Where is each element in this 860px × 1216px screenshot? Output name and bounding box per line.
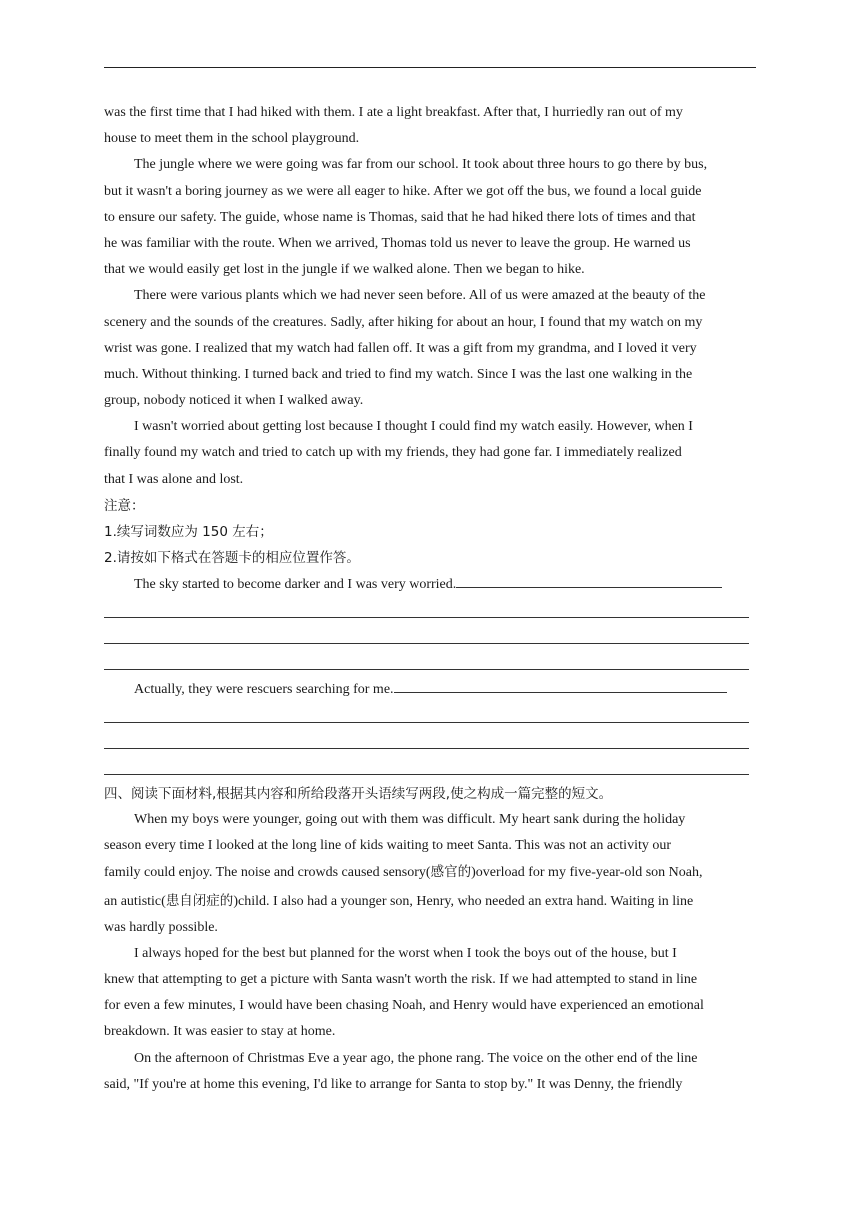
notes-item-2: 2.请按如下格式在答题卡的相应位置作答。 (104, 550, 360, 567)
answer-blank-line[interactable] (104, 702, 756, 728)
text-line: that I was alone and lost. (104, 471, 244, 487)
text-line: There were various plants which we had never seen before. All of us were amazed at the beauty of the (134, 288, 706, 304)
text-line: group, nobody noticed it when I walked away. (104, 393, 364, 409)
chinese-gloss: 患自闭症的 (165, 892, 234, 909)
header-rule (104, 67, 756, 68)
text-line: was the first time that I had hiked with them. I ate a light breakfast. After that, I hurriedly ran out of my (104, 105, 683, 120)
text-line: house to meet them in the school playground. (104, 131, 360, 147)
text-line (104, 886, 756, 915)
text-segment: )child. I also had a younger son, Henry, who needed an extra hand. Waiting in line (233, 893, 694, 909)
text-line: said, "If you're at home this evening, I'd like to arrange for Santa to stop by." It was Denny, the friendly (104, 1076, 683, 1092)
answer-para2-start-text: Actually, they were rescuers searching for me. (134, 682, 394, 698)
answer-para2-start (104, 676, 756, 702)
text-line (104, 859, 756, 885)
notes-item-1: 1.续写词数应为 150 左右； (104, 524, 273, 540)
text-line: he was familiar with the route. When we arrived, Thomas told us never to leave the group. He warned us (104, 235, 691, 251)
text-line: On the afternoon of Christmas Eve a year ago, the phone rang. The voice on the other end of the line (134, 1050, 698, 1066)
text-line: When my boys were younger, going out with them was difficult. My heart sank during the holiday (134, 812, 686, 828)
section-4-instruction: 四、阅读下面材料,根据其内容和所给段落开头语续写两段,使之构成一篇完整的短文。 (104, 785, 613, 802)
answer-blank-line[interactable] (104, 624, 756, 650)
answer-blank-line[interactable] (104, 755, 756, 781)
text-segment: )overload for my five-year-old son Noah, (471, 865, 703, 881)
text-line: but it wasn't a boring journey as we were all eager to hike. After we got off the bus, we found a local guide (104, 183, 702, 199)
text-line: to ensure our safety. The guide, whose name is Thomas, said that he had hiked there lots of times and that (104, 209, 696, 225)
answer-blank-line[interactable] (104, 650, 756, 676)
text-line: was hardly possible. (104, 919, 218, 935)
text-line: knew that attempting to get a picture with Santa wasn't worth the risk. If we had attempted to stand in line (104, 972, 698, 987)
text-line: for even a few minutes, I would have been chasing Noah, and Henry would have experienced an emotional (104, 998, 704, 1014)
text-segment: an autistic( (104, 893, 166, 909)
text-line: scenery and the sounds of the creatures. Sadly, after hiking for about an hour, I found that my watch on my (104, 314, 703, 330)
answer-blank[interactable] (456, 571, 722, 588)
answer-blank-line[interactable] (104, 729, 756, 755)
answer-para1-start (104, 571, 756, 597)
text-line: season every time I looked at the long line of kids waiting to meet Santa. This was not an activity our (104, 838, 672, 854)
text-line: wrist was gone. I realized that my watch had fallen off. It was a gift from my grandma, and I loved it very (104, 340, 697, 356)
text-line: I always hoped for the best but planned for the worst when I took the boys out of the house, but I (134, 945, 677, 961)
text-line: finally found my watch and tried to catch up with my friends, they had gone far. I immediately realized (104, 445, 682, 461)
notes-heading: 注意： (104, 497, 145, 514)
text-segment: family could enjoy. The noise and crowds caused sensory( (104, 865, 431, 881)
text-line: that we would easily get lost in the jungle if we walked alone. Then we began to hike. (104, 262, 585, 278)
answer-para1-start-text: The sky started to become darker and I was very worried. (134, 577, 457, 593)
text-line: The jungle where we were going was far from our school. It took about three hours to go there by bus, (134, 157, 708, 173)
chinese-gloss: 感官的 (430, 864, 472, 881)
answer-blank-line[interactable] (104, 598, 756, 624)
text-line: I wasn't worried about getting lost because I thought I could find my watch easily. However, when I (134, 419, 693, 435)
text-line: breakdown. It was easier to stay at home. (104, 1024, 336, 1040)
answer-blank[interactable] (394, 676, 727, 693)
document-body (104, 100, 756, 1098)
text-line: much. Without thinking. I turned back and tried to find my watch. Since I was the last one walking in the (104, 366, 693, 382)
